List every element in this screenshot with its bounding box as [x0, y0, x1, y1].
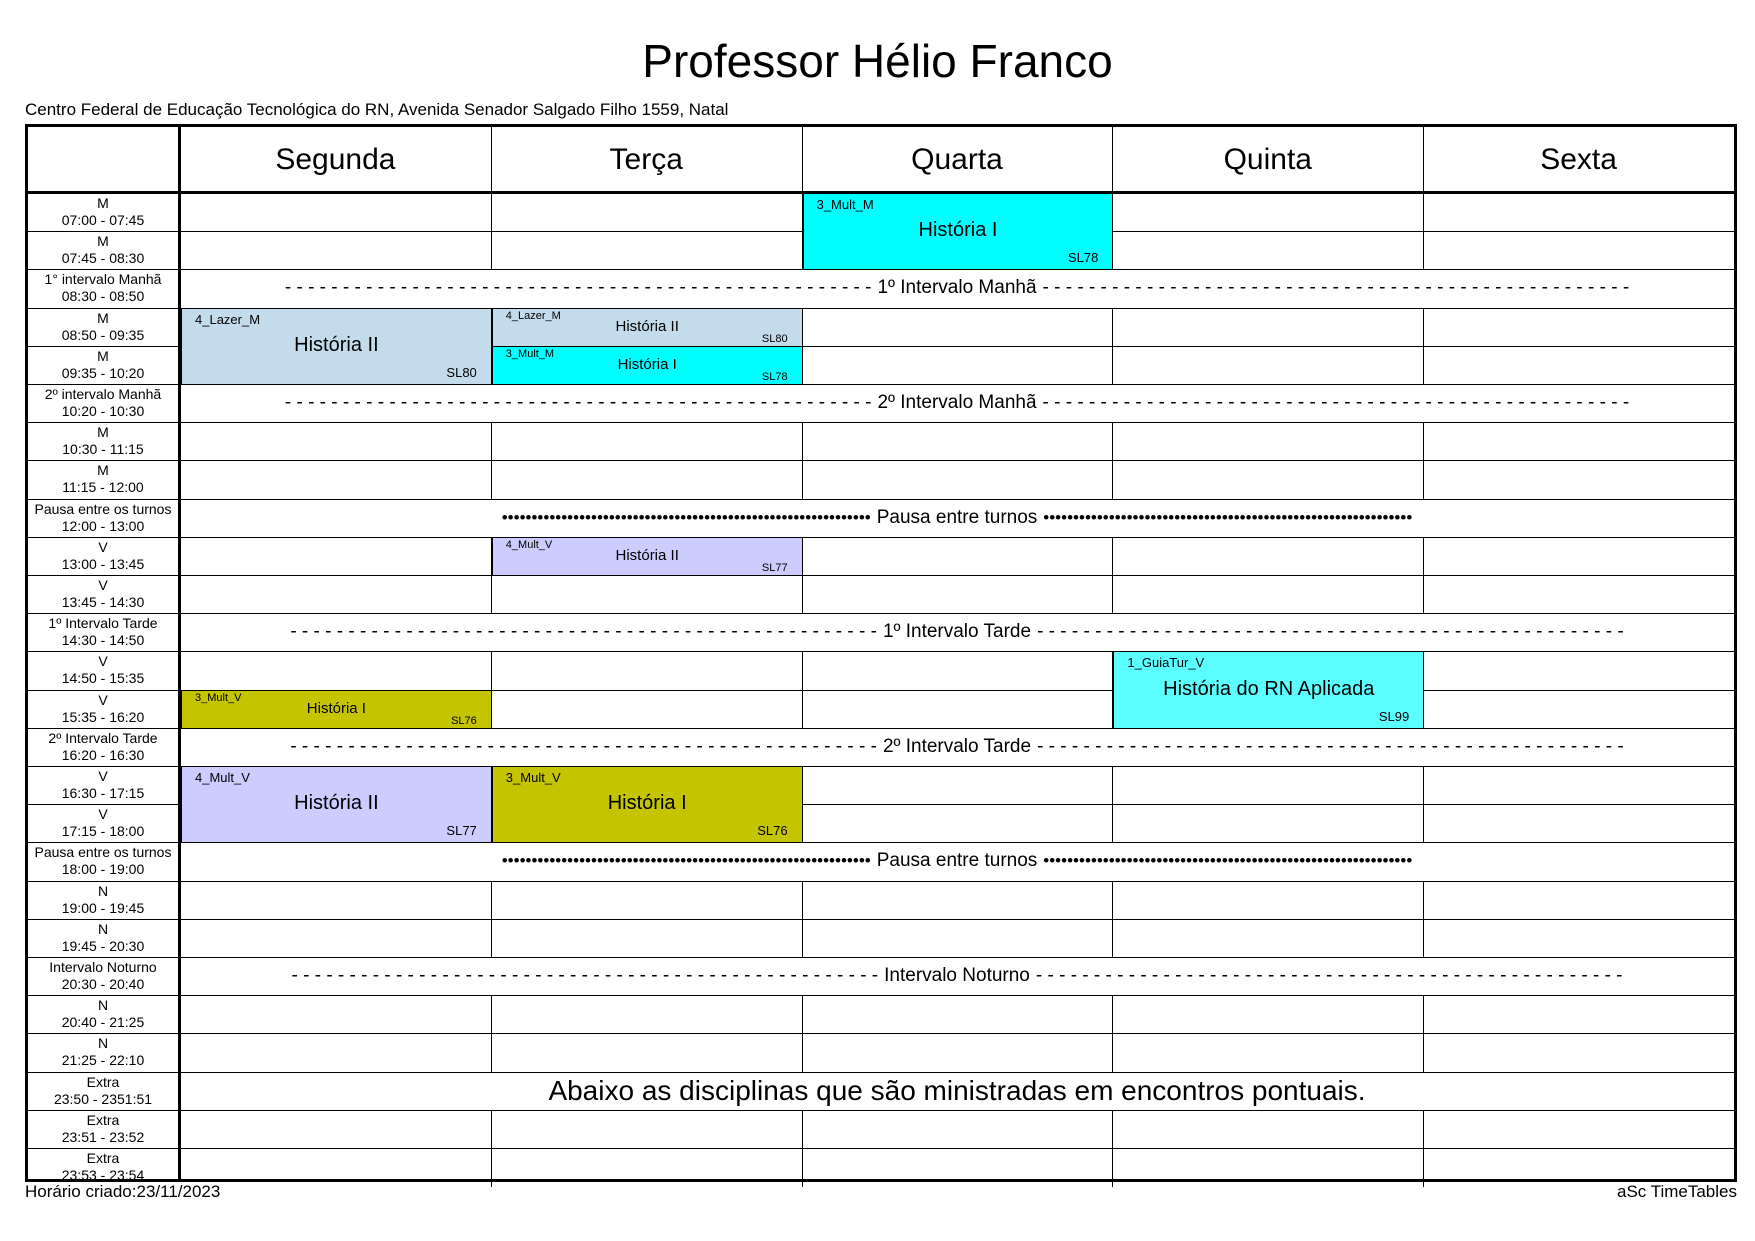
app-credit: aSc TimeTables: [1617, 1182, 1737, 1201]
column-divider: [1112, 1148, 1113, 1187]
column-divider: [491, 881, 492, 920]
column-divider: [802, 919, 803, 958]
column-divider: [1423, 193, 1424, 232]
period-time: 11:15 - 12:00: [62, 479, 144, 496]
period-time: 13:45 - 14:30: [61, 594, 145, 610]
period-label: [28, 310, 178, 348]
break-separator: [250, 842, 1664, 880]
column-divider: [491, 460, 492, 499]
period-name: V: [98, 653, 108, 670]
separator-fill: - - - - - - - - - - - - - - - - - - - - - - - - - - - - - - - - - - - - - - - - - - - - - - - - - - -: [1037, 735, 1624, 757]
period-label: [28, 692, 178, 730]
period-name: 1° intervalo Manhã: [44, 271, 162, 288]
column-divider: [1423, 308, 1424, 347]
period-time: 18:00 - 19:00: [61, 861, 145, 878]
timetable-grid: [25, 124, 1737, 1182]
lesson-subject: História I: [306, 699, 366, 717]
period-time: 10:30 - 11:15: [62, 441, 144, 458]
lesson-card[interactable]: [181, 691, 492, 729]
lesson-class: 3_Mult_M: [505, 347, 555, 360]
separator-label: 1º Intervalo Manhã: [877, 277, 1037, 299]
separator-label: 2º Intervalo Manhã: [877, 392, 1037, 413]
column-divider: [802, 460, 803, 499]
separator-label: Pausa entre turnos: [876, 850, 1038, 872]
row-divider: [28, 575, 1734, 576]
break-separator: [250, 613, 1664, 651]
column-divider: [491, 1033, 492, 1072]
period-label: [28, 921, 178, 959]
column-divider: [802, 575, 803, 614]
row-divider: [28, 1148, 1734, 1149]
school-address: Centro Federal de Educação Tecnológica do RN, Avenida Senador Salgado Filho 1559, Natal: [25, 100, 729, 119]
column-divider: [1423, 537, 1424, 576]
period-name: N: [97, 997, 109, 1014]
lesson-card[interactable]: [492, 538, 803, 576]
period-name: Intervalo Noturno: [49, 959, 157, 975]
lesson-subject: História I: [617, 355, 677, 373]
column-divider: [802, 651, 803, 690]
period-time: 10:20 - 10:30: [61, 403, 145, 419]
column-divider: [802, 1033, 803, 1072]
period-time: 15:35 - 16:20: [61, 708, 145, 725]
period-label: [28, 768, 178, 806]
column-divider: [802, 995, 803, 1034]
separator-fill: - - - - - - - - - - - - - - - - - - - - - - - - - - - - - - - - - - - - - - - - - - - - - - - - - - -: [1037, 621, 1624, 643]
column-divider: [1423, 231, 1424, 270]
column-divider: [802, 422, 803, 461]
period-label: [28, 424, 178, 462]
lesson-card[interactable]: [181, 309, 492, 385]
lesson-subject: História I: [607, 792, 687, 815]
period-label: [28, 959, 178, 997]
column-divider: [1423, 1033, 1424, 1072]
lesson-subject: História I: [918, 219, 998, 242]
row-divider: [28, 460, 1734, 461]
lesson-class: 4_Lazer_M: [195, 311, 261, 327]
column-divider: [1423, 460, 1424, 499]
separator-label: Intervalo Noturno: [884, 965, 1030, 986]
period-time: 17:15 - 18:00: [61, 823, 145, 840]
break-separator: [250, 957, 1664, 995]
period-time: 07:45 - 08:30: [61, 250, 145, 267]
period-time: 08:50 - 09:35: [61, 326, 145, 343]
period-time: 14:50 - 15:35: [61, 670, 145, 687]
column-divider: [1423, 346, 1424, 385]
column-divider: [491, 193, 492, 232]
separator-fill: - - - - - - - - - - - - - - - - - - - - - - - - - - - - - - - - - - - - - - - - - - - - - - - - - - -: [1035, 965, 1623, 986]
separator-fill: - - - - - - - - - - - - - - - - - - - - - - - - - - - - - - - - - - - - - - - - - - - - - - - - - - -: [291, 965, 879, 986]
lesson-room: SL80: [761, 332, 788, 345]
period-name: 1º Intervalo Tarde: [48, 615, 158, 632]
period-time: 21:25 - 22:10: [61, 1052, 145, 1069]
period-name: Pausa entre os turnos: [34, 500, 172, 517]
period-time: 20:40 - 21:25: [61, 1014, 145, 1031]
lesson-room: SL78: [1068, 250, 1099, 266]
period-label: [28, 730, 178, 768]
separator-fill: - - - - - - - - - - - - - - - - - - - - - - - - - - - - - - - - - - - - - - - - - - - - - - - - - - -: [1042, 392, 1630, 413]
separator-label: 1º Intervalo Tarde: [882, 621, 1032, 643]
period-time: 19:45 - 20:30: [61, 937, 145, 954]
column-divider: [1112, 1110, 1113, 1149]
lesson-room: SL99: [1378, 708, 1410, 724]
row-divider: [28, 995, 1734, 996]
lesson-class: 1_GuiaTur_V: [1127, 655, 1205, 671]
lesson-card[interactable]: [803, 194, 1114, 270]
created-date: Horário criado:23/11/2023: [25, 1182, 221, 1201]
lesson-card[interactable]: [492, 347, 803, 385]
period-name: M: [97, 424, 109, 441]
separator-fill: ••••••••••••••••••••••••••••••••••••••••••••••••••••••••••••••: [501, 851, 871, 871]
period-column-divider: [178, 127, 181, 1179]
day-header: Terça: [609, 143, 683, 176]
lesson-class: 3_Mult_M: [816, 197, 874, 212]
break-separator: [250, 499, 1664, 537]
period-label: [28, 462, 178, 500]
lesson-room: SL77: [446, 823, 477, 839]
column-divider: [802, 1148, 803, 1187]
column-divider: [491, 919, 492, 958]
row-divider: [28, 919, 1734, 920]
period-name: M: [97, 347, 109, 364]
row-divider: [28, 1033, 1734, 1034]
column-divider: [491, 995, 492, 1034]
lesson-class: 3_Mult_V: [505, 770, 561, 785]
day-header: Sexta: [1540, 143, 1617, 176]
lesson-subject: História II: [615, 317, 679, 335]
column-divider: [1112, 537, 1113, 576]
column-divider: [1423, 1110, 1424, 1149]
separator-fill: - - - - - - - - - - - - - - - - - - - - - - - - - - - - - - - - - - - - - - - - - - - - - - - - - - -: [284, 392, 872, 413]
row-divider: [28, 881, 1734, 882]
period-name: V: [98, 768, 108, 784]
period-name: M: [97, 195, 109, 211]
period-time: 12:00 - 13:00: [61, 517, 145, 534]
period-time: 23:51 - 23:52: [61, 1128, 145, 1145]
separator-fill: ••••••••••••••••••••••••••••••••••••••••••••••••••••••••••••••: [1043, 507, 1413, 527]
period-time: 23:50 - 2351:51: [53, 1090, 153, 1107]
period-label: [28, 539, 178, 577]
period-time: 14:30 - 14:50: [61, 632, 145, 649]
column-divider: [1112, 804, 1113, 843]
column-divider: [491, 127, 492, 193]
column-divider: [1112, 460, 1113, 499]
lesson-subject: História do RN Aplicada: [1163, 677, 1375, 700]
period-label: [28, 386, 178, 424]
period-name: N: [97, 920, 109, 937]
period-label: [28, 501, 178, 539]
column-divider: [1112, 422, 1113, 461]
separator-fill: - - - - - - - - - - - - - - - - - - - - - - - - - - - - - - - - - - - - - - - - - - - - - - - - - - -: [1042, 277, 1630, 299]
extra-note: Abaixo as disciplinas que são ministradas em encontros pontuais.: [548, 1074, 1366, 1106]
separator-label: 2º Intervalo Tarde: [882, 735, 1032, 757]
period-label: [28, 233, 178, 271]
period-time: 19:00 - 19:45: [61, 899, 145, 916]
separator-fill: - - - - - - - - - - - - - - - - - - - - - - - - - - - - - - - - - - - - - - - - - - - - - - - - - - -: [290, 621, 877, 643]
lesson-subject: História II: [615, 546, 679, 564]
day-header: Segunda: [275, 143, 396, 176]
period-name: Pausa entre os turnos: [34, 844, 172, 861]
period-name: M: [97, 309, 109, 326]
column-divider: [1112, 766, 1113, 805]
column-divider: [491, 1110, 492, 1149]
column-divider: [1423, 1148, 1424, 1187]
lesson-subject: História II: [294, 792, 379, 815]
period-name: V: [98, 691, 108, 708]
period-name: V: [98, 806, 108, 823]
column-divider: [802, 1110, 803, 1149]
column-divider: [491, 651, 492, 690]
period-time: 13:00 - 13:45: [61, 555, 145, 572]
period-label: [28, 806, 178, 844]
break-separator: [250, 728, 1664, 766]
day-header: Quarta: [911, 143, 1003, 176]
period-label: [28, 195, 178, 233]
column-divider: [802, 881, 803, 920]
period-label: [28, 1074, 178, 1112]
period-label: [28, 997, 178, 1035]
separator-fill: ••••••••••••••••••••••••••••••••••••••••••••••••••••••••••••••: [501, 507, 871, 527]
period-label: [28, 883, 178, 921]
column-divider: [1423, 919, 1424, 958]
column-divider: [491, 231, 492, 270]
column-divider: [491, 422, 492, 461]
column-divider: [1112, 919, 1113, 958]
break-separator: [250, 384, 1664, 422]
column-divider: [1423, 127, 1424, 193]
period-name: 2º intervalo Manhã: [44, 386, 162, 402]
period-label: [28, 348, 178, 386]
column-divider: [1112, 995, 1113, 1034]
period-name: N: [97, 1035, 109, 1052]
period-time: 09:35 - 10:20: [61, 364, 145, 381]
period-time: 07:00 - 07:45: [61, 212, 145, 228]
period-label: [28, 1112, 178, 1150]
lesson-card[interactable]: [1113, 652, 1424, 728]
period-time: 20:30 - 20:40: [61, 976, 145, 992]
separator-fill: - - - - - - - - - - - - - - - - - - - - - - - - - - - - - - - - - - - - - - - - - - - - - - - - - - -: [284, 277, 872, 299]
lesson-room: SL77: [761, 561, 788, 574]
period-name: N: [97, 882, 109, 899]
column-divider: [1112, 881, 1113, 920]
period-time: 16:20 - 16:30: [61, 746, 145, 763]
row-divider: [28, 1110, 1734, 1111]
column-divider: [1112, 346, 1113, 385]
column-divider: [1423, 766, 1424, 805]
lesson-card[interactable]: [492, 309, 803, 347]
column-divider: [1112, 127, 1113, 193]
period-name: Extra: [86, 1073, 120, 1090]
column-divider: [1112, 308, 1113, 347]
page-title: Professor Hélio Franco: [642, 35, 1113, 87]
column-divider: [1423, 575, 1424, 614]
lesson-subject: História II: [294, 333, 379, 356]
row-divider: [28, 422, 1734, 423]
column-divider: [802, 690, 803, 729]
lesson-class: 3_Mult_V: [195, 691, 242, 704]
row-divider: [28, 651, 1734, 652]
period-time: 23:53 - 23:54: [61, 1167, 145, 1183]
lesson-room: SL78: [761, 370, 788, 383]
column-divider: [1423, 995, 1424, 1034]
lesson-room: SL76: [757, 823, 788, 839]
separator-fill: - - - - - - - - - - - - - - - - - - - - - - - - - - - - - - - - - - - - - - - - - - - - - - - - - - -: [290, 735, 877, 757]
lesson-card[interactable]: [492, 767, 803, 843]
period-label: [28, 844, 178, 882]
column-divider: [491, 575, 492, 614]
column-divider: [802, 127, 803, 193]
period-name: M: [97, 462, 109, 479]
column-divider: [1112, 1033, 1113, 1072]
separator-fill: ••••••••••••••••••••••••••••••••••••••••••••••••••••••••••••••: [1043, 851, 1413, 871]
period-label: [28, 653, 178, 691]
lesson-card[interactable]: [181, 767, 492, 843]
lesson-room: SL76: [451, 714, 477, 727]
column-divider: [1112, 575, 1113, 614]
day-header: Quinta: [1223, 143, 1312, 176]
lesson-class: 4_Mult_V: [505, 538, 553, 551]
period-name: Extra: [86, 1150, 120, 1166]
break-separator: [250, 269, 1664, 307]
lesson-room: SL80: [446, 364, 477, 380]
period-label: [28, 271, 178, 309]
period-label: [28, 615, 178, 653]
period-name: V: [98, 577, 108, 593]
column-divider: [491, 1148, 492, 1187]
period-time: 16:30 - 17:15: [61, 785, 145, 801]
period-label: [28, 577, 178, 615]
period-name: M: [97, 233, 109, 250]
period-label: [28, 1035, 178, 1073]
period-name: V: [98, 538, 108, 555]
period-time: 08:30 - 08:50: [61, 288, 145, 305]
column-divider: [1423, 422, 1424, 461]
separator-label: Pausa entre turnos: [876, 506, 1038, 528]
period-name: 2º Intervalo Tarde: [48, 729, 158, 746]
lesson-class: 4_Lazer_M: [505, 309, 561, 322]
period-name: Extra: [86, 1111, 120, 1128]
column-divider: [1423, 881, 1424, 920]
lesson-class: 4_Mult_V: [195, 770, 250, 785]
column-divider: [1423, 804, 1424, 843]
row-divider: [28, 537, 1734, 538]
